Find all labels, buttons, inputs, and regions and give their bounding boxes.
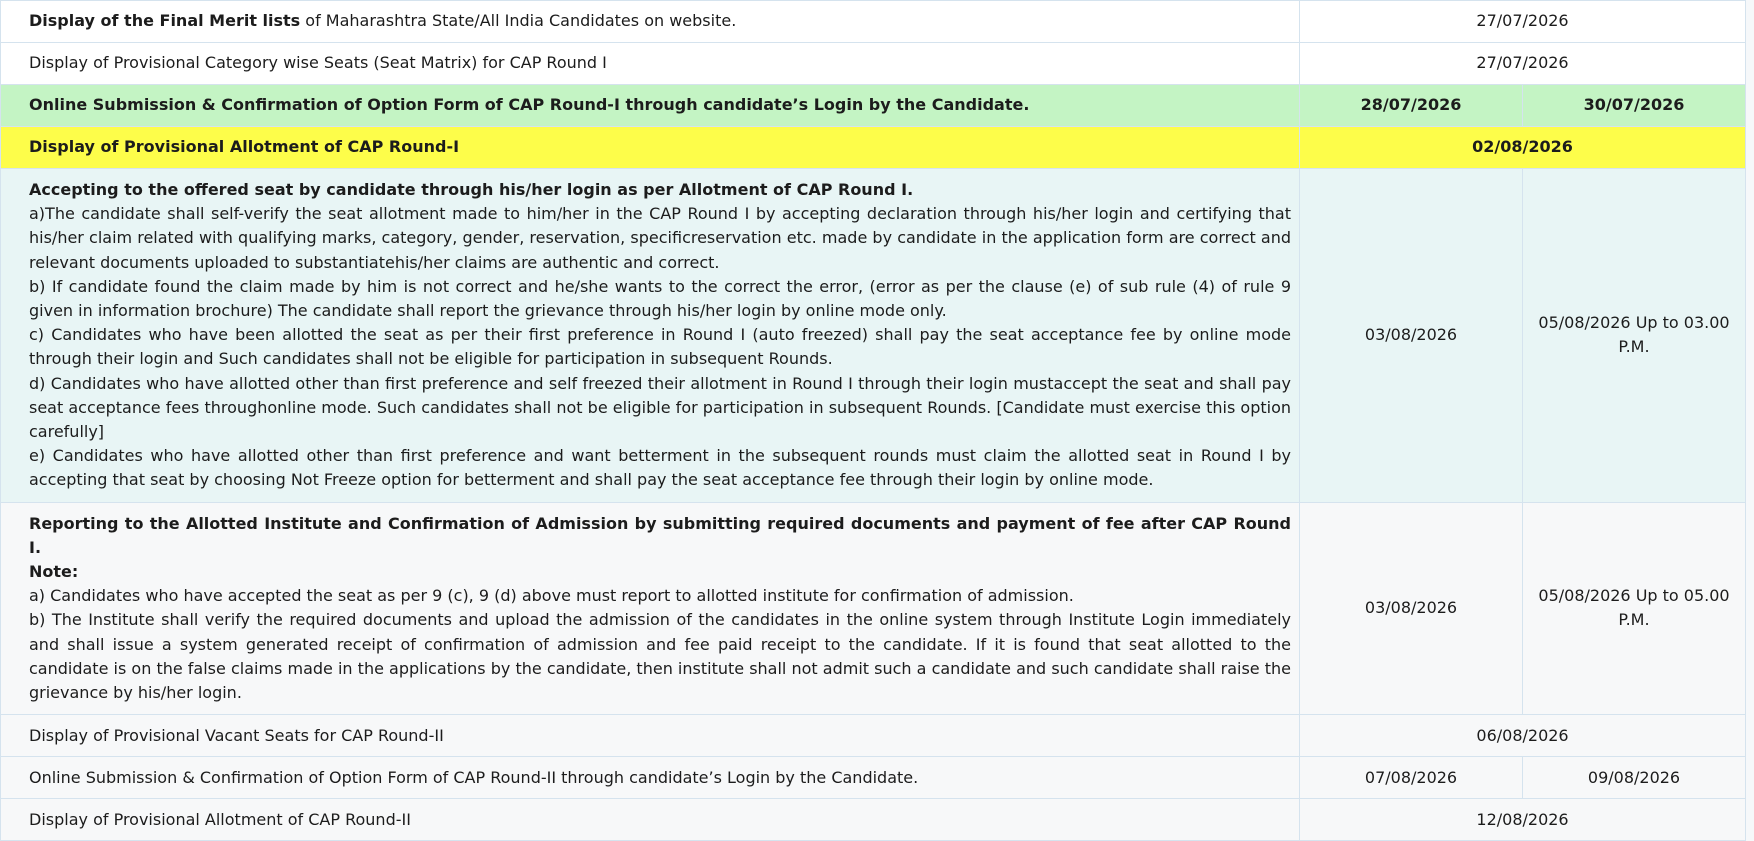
activity-cell: Display of Provisional Allotment of CAP Round-II [1,799,1300,841]
date-cell: 12/08/2026 [1300,799,1746,841]
end-date-cell: 09/08/2026 [1523,757,1746,799]
activity-text: of Maharashtra State/All India Candidates on website. [300,11,737,31]
note-label: Note: [29,562,79,582]
end-date-cell: 05/08/2026 Up to 03.00 P.M. [1523,169,1746,503]
table-row-allotment-round-2 [1,799,1746,841]
clause-a: a)The candidate shall self-verify the seat allotment made to him/her in the CAP Round I by accepting declaration through his/her login and certifying that his/her claim related with qualifying marks, category, gender, reservation, specificreservation etc. made by candidate in the application form are correct and relevant documents uploaded to substantiatehis/her claims are authentic and correct. [29,204,1291,272]
activity-cell: Display of Provisional Allotment of CAP Round-I [1,127,1300,169]
activity-heading: Reporting to the Allotted Institute and Confirmation of Admission by submitting required documents and payment of fee after CAP Round I. [29,513,1291,557]
activity-cell: Online Submission & Confirmation of Option Form of CAP Round-II through candidate’s Login by the Candidate. [1,757,1300,799]
activity-bold-text: Display of the Final Merit lists [29,11,301,31]
table-row-vacant-seats-round-2 [1,715,1746,757]
table-row-allotment-round-1 [1,127,1746,169]
end-date-cell: 05/08/2026 Up to 05.00 P.M. [1523,502,1746,715]
date-cell: 27/07/2026 [1300,43,1746,85]
activity-cell [1,169,1300,503]
activity-cell [1,502,1300,715]
table-row-option-form-round-2 [1,757,1746,799]
clause-b: b) The Institute shall verify the required documents and upload the admission of the candidates in the online system through Institute Login immediately and shall issue a system generated receipt of confirmation of admission and fee paid receipt to the candidate. If it is found that seat allotted to the candidate is on the false claims made in the applications by the candidate, then institute shall not admit such a candidate and such candidate shall raise the grievance by his/her login. [29,610,1291,703]
start-date-cell: 03/08/2026 [1300,169,1523,503]
date-cell: 06/08/2026 [1300,715,1746,757]
clause-b: b) If candidate found the claim made by him is not correct and he/she wants to the correct the error, (error as per the clause (e) of sub rule (4) of rule 9 given in information brochure) The candidate shall report the grievance through his/her login by online mode only. [29,276,1291,321]
activity-cell [1,1,1300,43]
clause-a: a) Candidates who have accepted the seat as per 9 (c), 9 (d) above must report to allotted institute for confirmation of admission. [29,586,1074,606]
date-cell: 27/07/2026 [1300,1,1746,43]
start-date-cell: 03/08/2026 [1300,502,1523,715]
end-date-cell: 30/07/2026 [1523,85,1746,127]
clause-d: d) Candidates who have allotted other than first preference and self freezed their allotment in Round I through their login mustaccept the seat and shall pay seat acceptance fees throughonline mode. Such candidates shall not be eligible for participation in subsequent Rounds. [Candidate must exercise this option carefully] [29,373,1291,442]
start-date-cell: 07/08/2026 [1300,757,1523,799]
table-row-reporting-round-1 [1,502,1746,715]
table-row-seat-matrix [1,43,1746,85]
table-row-option-form-round-1 [1,85,1746,127]
clause-e: e) Candidates who have allotted other than first preference and want betterment in the subsequent rounds must claim the allotted seat in Round I by accepting that seat by choosing Not Freeze option for betterment and shall pay the seat acceptance fee through their login by online mode. [29,446,1291,490]
start-date-cell: 28/07/2026 [1300,85,1523,127]
activity-cell: Display of Provisional Vacant Seats for CAP Round-II [1,715,1300,757]
clause-c: c) Candidates who have been allotted the seat as per their first preference in Round I (auto freezed) shall pay the seat acceptance fee by online mode through their login and Such candidates shall not be eligible for participation in subsequent Rounds. [29,325,1291,369]
activity-heading: Accepting to the offered seat by candidate through his/her login as per Allotment of CAP Round I. [29,180,914,199]
activity-cell: Display of Provisional Category wise Seats (Seat Matrix) for CAP Round I [1,43,1300,85]
table-row-final-merit-lists [1,1,1746,43]
date-cell: 02/08/2026 [1300,127,1746,169]
table-row-seat-acceptance-round-1 [1,169,1746,503]
activity-cell: Online Submission & Confirmation of Option Form of CAP Round-I through candidate’s Login by the Candidate. [1,85,1300,127]
